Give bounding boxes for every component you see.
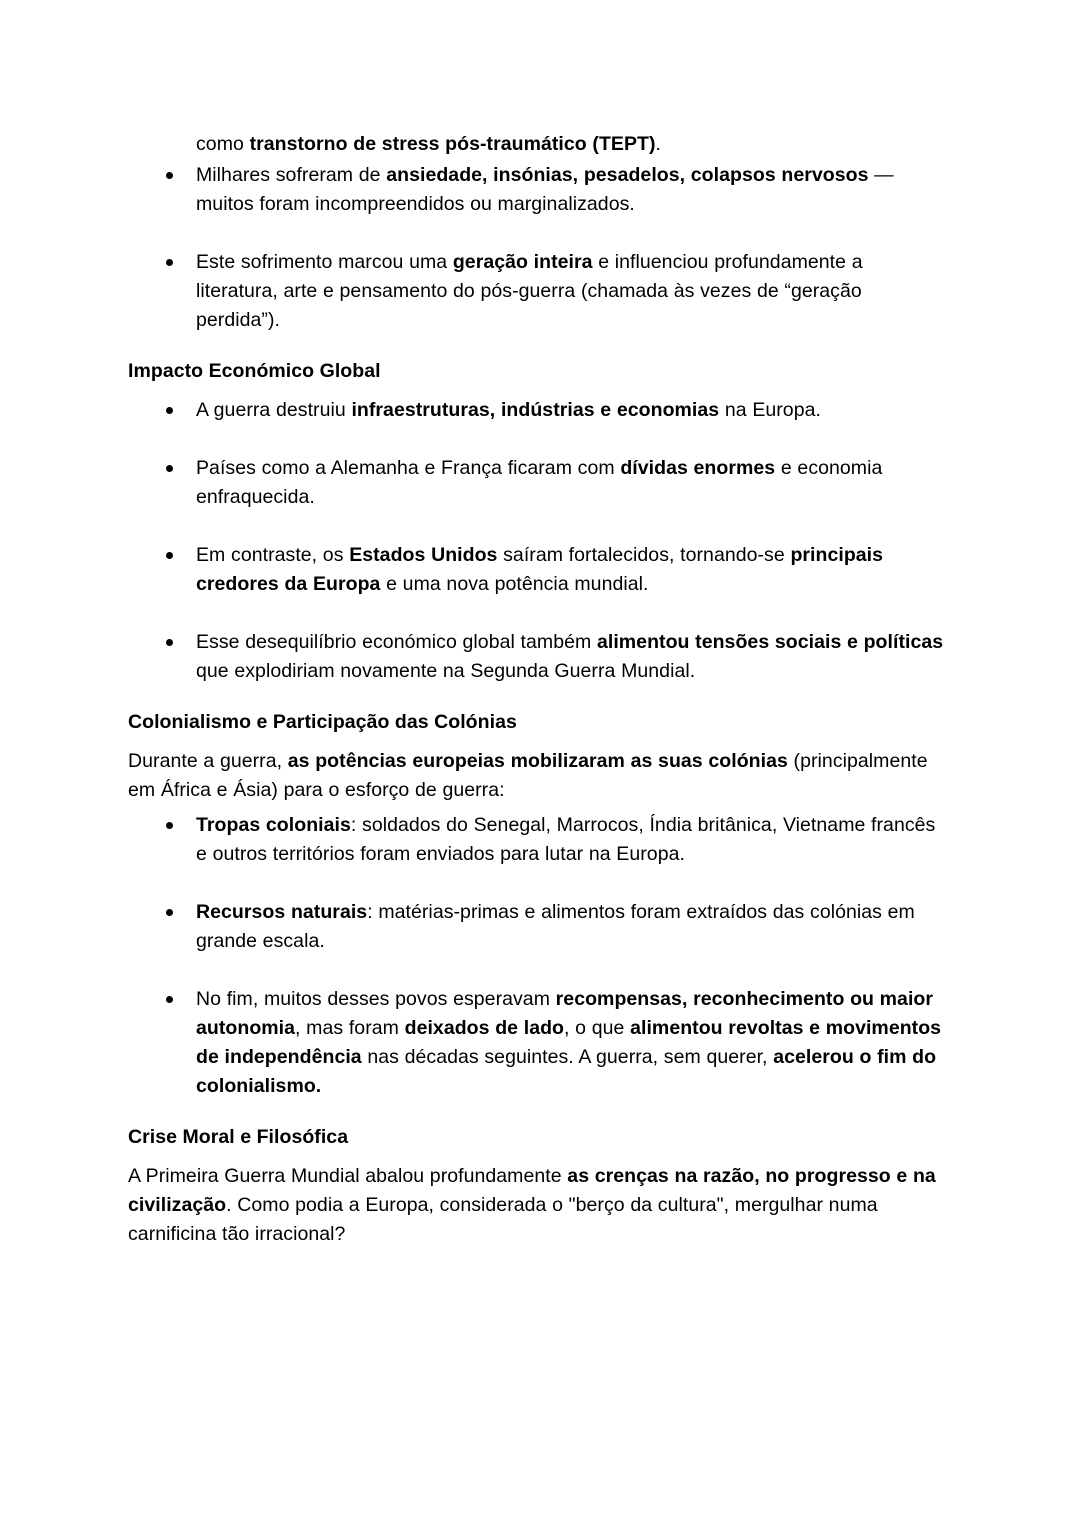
bold-text: principais credores da Europa xyxy=(196,544,884,595)
bullet-dividas xyxy=(128,454,946,512)
section-psychological-aftermath xyxy=(128,161,946,335)
bold-text: infraestruturas, indústrias e economias xyxy=(351,399,720,421)
bullet-point-icon xyxy=(166,909,173,916)
continuation-paragraph: como transtorno de stress pós-traumático (TEPT). xyxy=(196,133,661,155)
bold-text: Recursos naturais xyxy=(196,901,368,923)
bullet-tropas-coloniais xyxy=(128,811,946,869)
heading-colonialismo-participacao-colonias: Colonialismo e Participação das Colónias xyxy=(128,711,517,733)
bullet-text: Tropas coloniais: soldados do Senegal, Marrocos, Índia britânica, Vietname francês e outros territórios foram enviados para lutar na Europa. xyxy=(196,814,936,865)
bullet-text: Países como a Alemanha e França ficaram com dívidas enormes e economia enfraquecida. xyxy=(196,457,883,508)
section-crise-moral-filosofica xyxy=(128,1123,946,1249)
bullet-point-icon xyxy=(166,639,173,646)
bullet-desequilibrio xyxy=(128,628,946,686)
section-colonialismo-participacao-colonias xyxy=(128,708,946,1101)
bullet-point-icon xyxy=(166,259,173,266)
bold-text: Tropas coloniais xyxy=(196,814,351,836)
heading-impacto-economico-global: Impacto Económico Global xyxy=(128,360,381,382)
bullet-point-icon xyxy=(166,172,173,179)
bold-text: ansiedade, insónias, pesadelos, colapsos nervosos xyxy=(386,164,869,186)
bullet-text: No fim, muitos desses povos esperavam recompensas, reconhecimento ou maior autonomia, mas foram deixados de lado, o que alimentou revoltas e movimentos de independência nas décadas seguintes. A guerra, sem querer, acelerou o fim do colonialismo. xyxy=(196,988,942,1097)
bold-text: acelerou o fim do colonialismo. xyxy=(196,1046,937,1097)
bold-text: geração inteira xyxy=(452,251,593,273)
bold-text: dívidas enormes xyxy=(620,457,776,479)
sections-container xyxy=(128,161,946,1249)
bold-text: deixados de lado xyxy=(404,1017,565,1039)
bold-text: as crenças na razão, no progresso e na civilização xyxy=(128,1165,936,1216)
bullet-recursos-naturais xyxy=(128,898,946,956)
bullet-text: Recursos naturais: matérias-primas e alimentos foram extraídos das colónias em grande escala. xyxy=(196,901,915,952)
bullet-point-icon xyxy=(166,996,173,1003)
bold-text: Estados Unidos xyxy=(349,544,498,566)
bullet-estados-unidos xyxy=(128,541,946,599)
bullet-list-impacto-economico-global xyxy=(128,396,946,686)
bullet-geracao-perdida xyxy=(128,248,946,335)
bold-text: alimentou tensões sociais e políticas xyxy=(596,631,944,653)
bullet-infraestruturas xyxy=(128,396,946,425)
bold-text: recompensas, reconhecimento ou maior autonomia xyxy=(196,988,934,1039)
bullet-point-icon xyxy=(166,822,173,829)
bullet-text: Em contraste, os Estados Unidos saíram fortalecidos, tornando-se principais credores da Europa e uma nova potência mundial. xyxy=(196,544,884,595)
bold-text: transtorno de stress pós-traumático (TEPT) xyxy=(249,133,656,155)
bullet-text: A guerra destruiu infraestruturas, indústrias e economias na Europa. xyxy=(196,399,821,421)
paragraph-crise-moral-filosofica: A Primeira Guerra Mundial abalou profundamente as crenças na razão, no progresso e na civilização. Como podia a Europa, considerada o "berço da cultura", mergulhar numa carnificina tão irracional? xyxy=(128,1165,936,1245)
bullet-point-icon xyxy=(166,552,173,559)
section-impacto-economico-global xyxy=(128,357,946,686)
bullet-ansiedade xyxy=(128,161,946,219)
bullet-text: Esse desequilíbrio económico global também alimentou tensões sociais e políticas que explodiriam novamente na Segunda Guerra Mundial. xyxy=(196,631,944,682)
bullet-text: Este sofrimento marcou uma geração inteira e influenciou profundamente a literatura, arte e pensamento do pós-guerra (chamada às vezes de “geração perdida”). xyxy=(196,251,863,331)
intro-paragraph-colonialismo-participacao-colonias: Durante a guerra, as potências europeias mobilizaram as suas colónias (principalmente em África e Ásia) para o esforço de guerra: xyxy=(128,750,928,801)
bullet-fim-colonialismo xyxy=(128,985,946,1101)
bullet-point-icon xyxy=(166,465,173,472)
bullet-point-icon xyxy=(166,407,173,414)
bold-text: as potências europeias mobilizaram as suas colónias xyxy=(287,750,788,772)
bullet-list-psychological-aftermath xyxy=(128,161,946,335)
bold-text: alimentou revoltas e movimentos de independência xyxy=(196,1017,942,1068)
bullet-text: Milhares sofreram de ansiedade, insónias, pesadelos, colapsos nervosos — muitos foram incompreendidos ou marginalizados. xyxy=(196,164,894,215)
document-body xyxy=(128,130,946,1249)
heading-crise-moral-filosofica: Crise Moral e Filosófica xyxy=(128,1126,349,1148)
bullet-list-colonialismo-participacao-colonias xyxy=(128,811,946,1101)
